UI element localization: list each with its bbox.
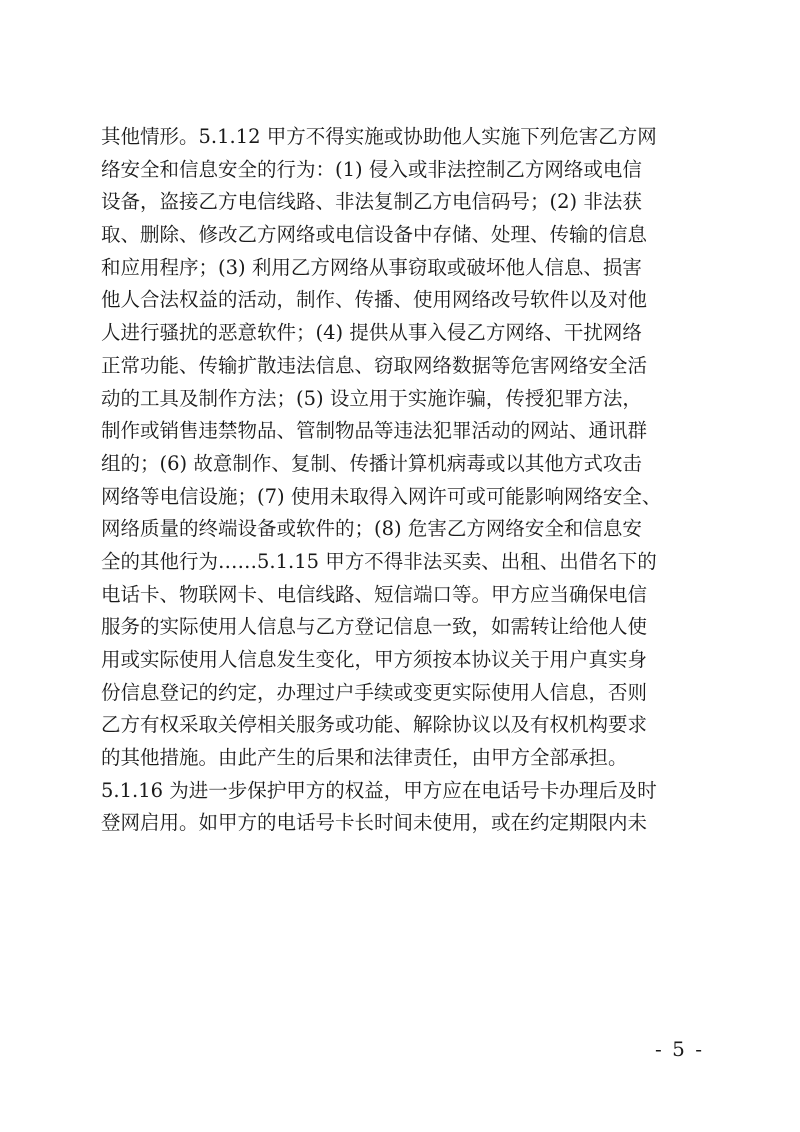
text-line: 5.1.16 为进一步保护甲方的权益，甲方应在电话号卡办理后及时	[101, 778, 657, 802]
text-line: 组的；(6) 故意制作、复制、传播计算机病毒或以其他方式攻击	[101, 451, 642, 475]
text-line: 动的工具及制作方法；(5) 设立用于实施诈骗，传授犯罪方法，	[101, 386, 642, 410]
text-line: 他人合法权益的活动，制作、传播、使用网络改号软件以及对他	[101, 288, 648, 312]
text-line: 取、删除、修改乙方网络或电信设备中存储、处理、传输的信息	[101, 223, 648, 247]
text-line: 用或实际使用人信息发生变化，甲方须按本协议关于用户真实身	[101, 648, 648, 671]
body-text	[101, 121, 705, 840]
page-number: - 5 -	[655, 1037, 704, 1061]
text-line: 网络等电信设施；(7) 使用未取得入网许可或可能影响网络安全、	[101, 484, 662, 508]
text-line: 服务的实际使用人信息与乙方登记信息一致，如需转让给他人使	[101, 615, 648, 639]
text-line: 正常功能、传输扩散违法信息、窃取网络数据等危害网络安全活	[101, 353, 648, 377]
text-line: 其他情形。5.1.12 甲方不得实施或协助他人实施下列危害乙方网	[101, 125, 657, 148]
text-line: 络安全和信息安全的行为：(1) 侵入或非法控制乙方网络或电信	[101, 157, 642, 181]
text-line: 制作或销售违禁物品、管制物品等违法犯罪活动的网站、通讯群	[101, 419, 648, 443]
text-line: 登网启用。如甲方的电话号卡长时间未使用，或在约定期限内未	[101, 811, 648, 835]
text-line: 乙方有权采取关停相关服务或功能、解除协议以及有权机构要求	[101, 713, 648, 737]
text-line: 份信息登记的约定，办理过户手续或变更实际使用人信息，否则	[101, 680, 648, 704]
text-line: 全的其他行为……5.1.15 甲方不得非法买卖、出租、出借名下的	[101, 549, 657, 573]
text-line: 的其他措施。由此产生的后果和法律责任，由甲方全部承担。	[101, 746, 628, 770]
text-line: 网络质量的终端设备或软件的；(8) 危害乙方网络安全和信息安	[101, 517, 642, 541]
text-line: 和应用程序；(3) 利用乙方网络从事窃取或破坏他人信息、损害	[101, 255, 642, 279]
text-line: 电话卡、物联网卡、电信线路、短信端口等。甲方应当确保电信	[101, 582, 648, 606]
text-line: 设备，盗接乙方电信线路、非法复制乙方电信码号；(2) 非法获	[101, 190, 642, 214]
text-line: 人进行骚扰的恶意软件；(4) 提供从事入侵乙方网络、干扰网络	[101, 321, 642, 345]
